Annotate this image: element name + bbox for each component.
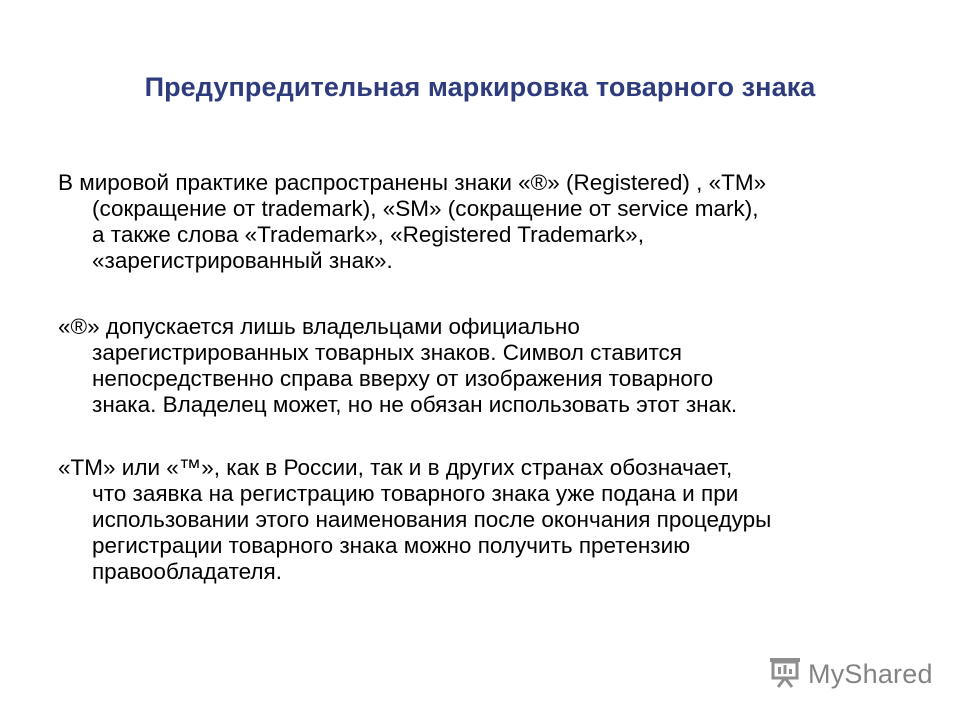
- paragraph-tm-sign: [58, 455, 918, 585]
- paragraph-registered-sign: [58, 314, 918, 418]
- paragraph-line: «TM» или «™», как в России, так и в других странах обозначает,: [58, 455, 733, 480]
- paragraph-line: правообладателя.: [92, 559, 282, 584]
- paragraph-line: а также слова «Trademark», «Registered Trademark»,: [92, 222, 644, 247]
- watermark-text: MyShared: [808, 658, 933, 689]
- paragraph-line: непосредственно справа вверху от изображения товарного: [92, 366, 714, 391]
- slide-title: Предупредительная маркировка товарного знака: [144, 72, 816, 102]
- paragraph-line: В мировой практике распространены знаки «®» (Registered) , «TM»: [58, 170, 767, 195]
- paragraph-trademark-signs: [58, 170, 918, 274]
- myshared-watermark: [768, 656, 933, 692]
- paragraph-line: использовании этого наименования после окончания процедуры: [92, 507, 772, 532]
- paragraph-line: регистрации товарного знака можно получить претензию: [92, 533, 691, 558]
- paragraph-line: (сокращение от trademark), «SM» (сокращение от service mark),: [92, 196, 759, 221]
- presentation-board-icon: [768, 655, 802, 694]
- paragraph-line: «зарегистрированный знак».: [92, 248, 393, 273]
- paragraph-line: что заявка на регистрацию товарного знака уже подана и при: [92, 481, 739, 506]
- paragraph-line: зарегистрированных товарных знаков. Символ ставится: [92, 340, 682, 365]
- paragraph-line: знака. Владелец может, но не обязан использовать этот знак.: [92, 392, 738, 417]
- paragraph-line: «®» допускается лишь владельцами официально: [58, 314, 580, 339]
